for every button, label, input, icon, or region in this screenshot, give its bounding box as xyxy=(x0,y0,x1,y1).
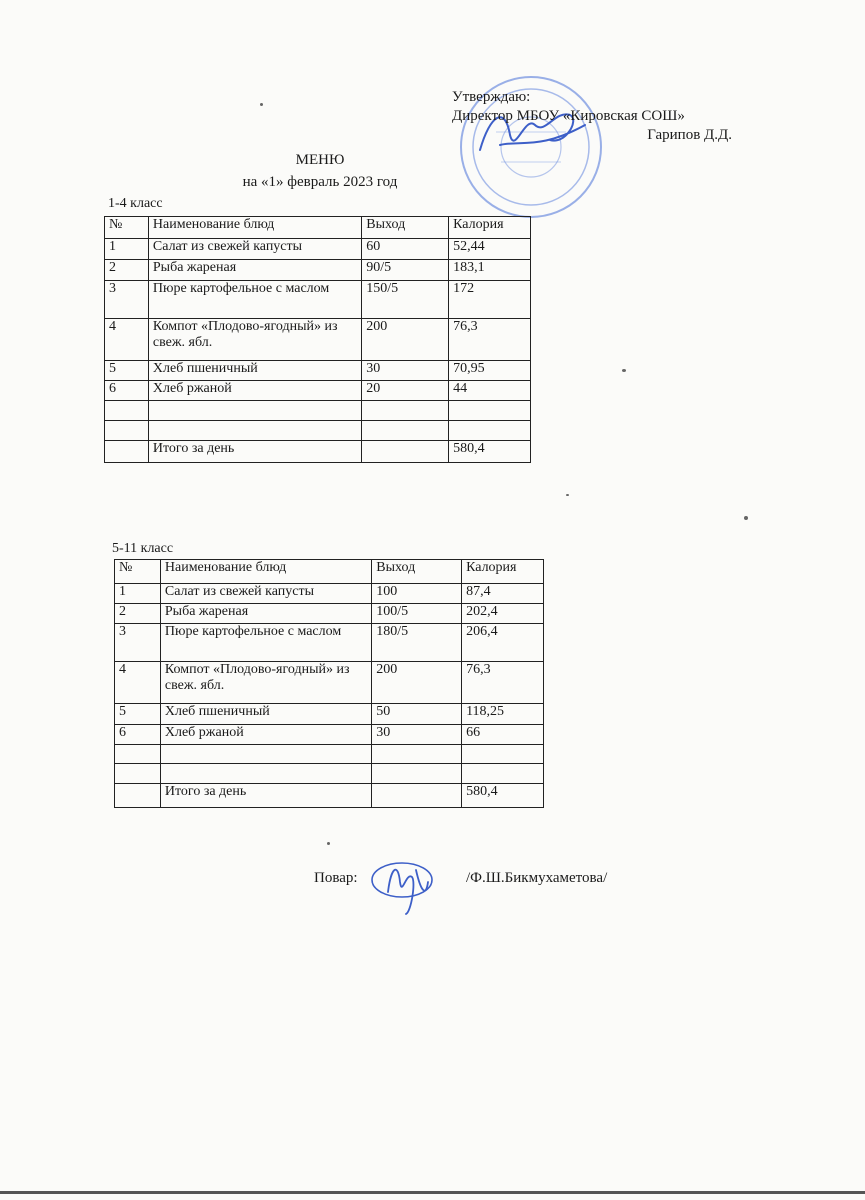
row-yield: 200 xyxy=(362,319,449,361)
page-date: на «1» февраль 2023 год xyxy=(242,174,398,190)
row-calories: 70,95 xyxy=(449,361,531,381)
row-name: Хлеб пшеничный xyxy=(160,704,371,725)
row-yield: 30 xyxy=(362,361,449,381)
table-row xyxy=(115,604,544,624)
scan-speck xyxy=(744,516,748,520)
row-name: Рыба жареная xyxy=(160,604,371,624)
approval-block xyxy=(452,88,732,145)
header-name: Наименование блюд xyxy=(160,560,371,584)
table-header-row xyxy=(115,560,544,584)
header-yield: Выход xyxy=(362,217,449,239)
approval-line1: Утверждаю: xyxy=(452,89,531,105)
approval-line2: Директор МБОУ «Кировская СОШ» xyxy=(452,108,685,124)
table-row xyxy=(105,381,531,401)
row-calories: 87,4 xyxy=(462,584,544,604)
row-yield: 20 xyxy=(362,381,449,401)
table2-class-label: 5-11 класс xyxy=(112,541,174,556)
table1-class-label: 1-4 класс xyxy=(108,196,163,211)
header-calories: Калория xyxy=(449,217,531,239)
table-row xyxy=(105,319,531,361)
row-num: 5 xyxy=(115,704,161,725)
row-yield: 150/5 xyxy=(362,281,449,319)
row-name: Хлеб ржаной xyxy=(160,725,371,745)
scan-speck xyxy=(566,494,569,496)
row-num: 4 xyxy=(105,319,149,361)
scan-edge xyxy=(0,1191,865,1194)
row-name: Салат из свежей капусты xyxy=(148,239,361,260)
table-row xyxy=(105,361,531,381)
scan-speck xyxy=(260,103,263,106)
row-name: Рыба жареная xyxy=(148,260,361,281)
row-name: Хлеб пшеничный xyxy=(148,361,361,381)
page-title: МЕНЮ xyxy=(295,152,345,168)
row-yield: 90/5 xyxy=(362,260,449,281)
row-calories: 76,3 xyxy=(462,662,544,704)
header-calories: Калория xyxy=(462,560,544,584)
row-yield: 200 xyxy=(372,662,462,704)
row-name: Компот «Плодово-ягодный» из свеж. ябл. xyxy=(148,319,361,361)
row-num: 6 xyxy=(105,381,149,401)
menu-table-1-4 xyxy=(104,216,531,463)
table-row xyxy=(115,624,544,662)
header-yield: Выход xyxy=(372,560,462,584)
table-row xyxy=(115,662,544,704)
row-yield: 60 xyxy=(362,239,449,260)
row-calories: 44 xyxy=(449,381,531,401)
row-yield: 30 xyxy=(372,725,462,745)
row-name: Пюре картофельное с маслом xyxy=(148,281,361,319)
header-name: Наименование блюд xyxy=(148,217,361,239)
row-calories: 172 xyxy=(449,281,531,319)
row-num: 2 xyxy=(105,260,149,281)
total-label: Итого за день xyxy=(148,441,361,463)
header-num: № xyxy=(115,560,161,584)
scan-speck xyxy=(622,369,626,372)
row-calories: 206,4 xyxy=(462,624,544,662)
table-row xyxy=(105,239,531,260)
table-row xyxy=(105,260,531,281)
table-row xyxy=(105,281,531,319)
row-yield: 180/5 xyxy=(372,624,462,662)
table-empty-row xyxy=(115,764,544,784)
cook-name: /Ф.Ш.Бикмухаметова/ xyxy=(466,870,608,886)
row-num: 2 xyxy=(115,604,161,624)
total-value: 580,4 xyxy=(449,441,531,463)
header-num: № xyxy=(105,217,149,239)
row-calories: 66 xyxy=(462,725,544,745)
table-row xyxy=(115,584,544,604)
table-row xyxy=(115,704,544,725)
row-num: 4 xyxy=(115,662,161,704)
row-yield: 100 xyxy=(372,584,462,604)
row-name: Салат из свежей капусты xyxy=(160,584,371,604)
row-num: 5 xyxy=(105,361,149,381)
table-total-row xyxy=(115,784,544,808)
row-calories: 202,4 xyxy=(462,604,544,624)
row-name: Пюре картофельное с маслом xyxy=(160,624,371,662)
cook-label: Повар: xyxy=(314,870,358,886)
table-empty-row xyxy=(115,745,544,764)
table-row xyxy=(115,725,544,745)
cook-signature xyxy=(366,852,446,922)
table-header-row xyxy=(105,217,531,239)
scan-speck xyxy=(327,842,330,845)
approval-director-name: Гарипов Д.Д. xyxy=(647,127,732,143)
row-num: 3 xyxy=(105,281,149,319)
row-yield: 100/5 xyxy=(372,604,462,624)
row-name: Компот «Плодово-ягодный» из свеж. ябл. xyxy=(160,662,371,704)
menu-table-5-11 xyxy=(114,559,544,808)
row-name: Хлеб ржаной xyxy=(148,381,361,401)
row-yield: 50 xyxy=(372,704,462,725)
row-calories: 118,25 xyxy=(462,704,544,725)
total-label: Итого за день xyxy=(160,784,371,808)
row-calories: 76,3 xyxy=(449,319,531,361)
table-empty-row xyxy=(105,421,531,441)
total-value: 580,4 xyxy=(462,784,544,808)
row-num: 3 xyxy=(115,624,161,662)
table-total-row xyxy=(105,441,531,463)
row-calories: 183,1 xyxy=(449,260,531,281)
row-calories: 52,44 xyxy=(449,239,531,260)
row-num: 1 xyxy=(115,584,161,604)
table-empty-row xyxy=(105,401,531,421)
row-num: 1 xyxy=(105,239,149,260)
row-num: 6 xyxy=(115,725,161,745)
